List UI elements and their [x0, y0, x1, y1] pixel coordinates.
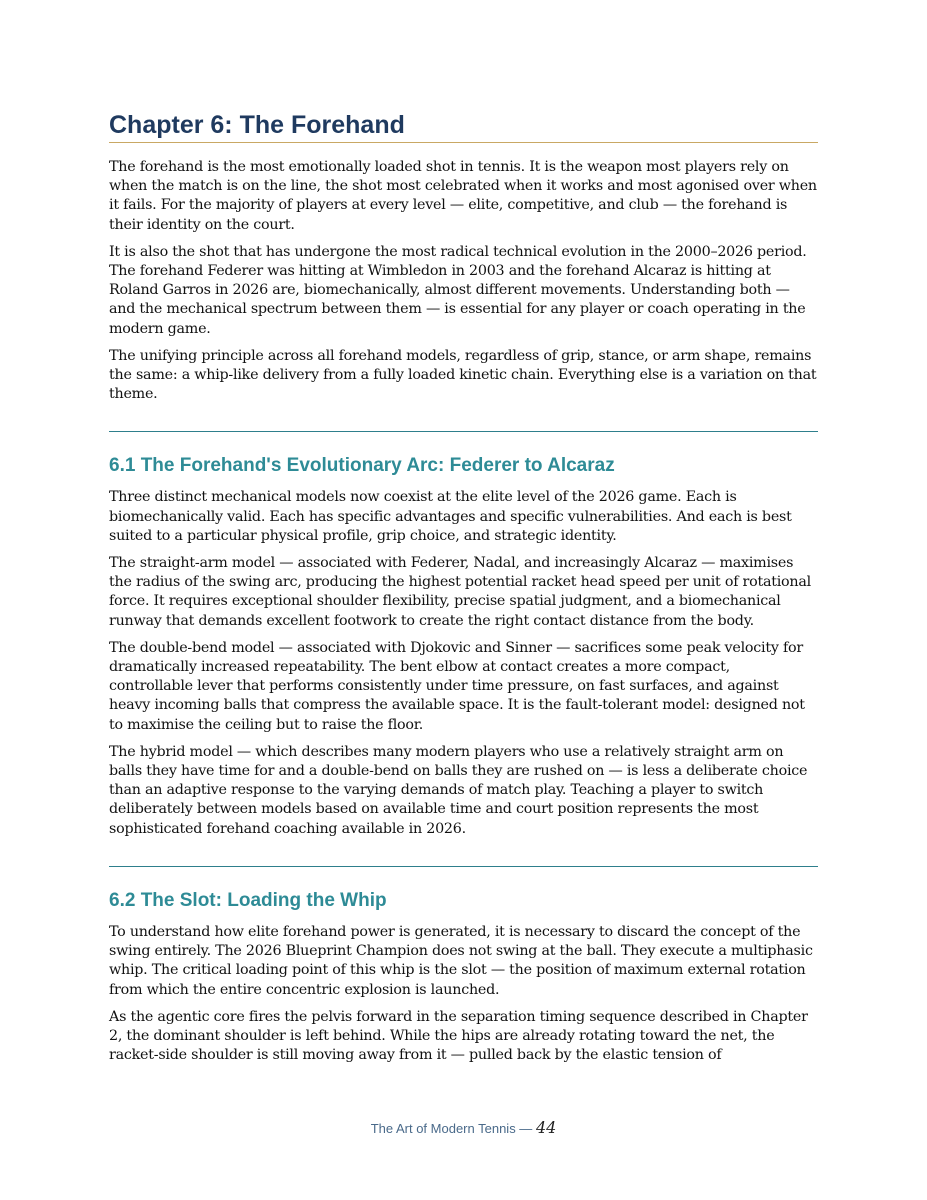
- chapter-paragraph: The unifying principle across all forehand models, regardless of grip, stance, or arm shape, remains the same: a whip-like delivery from a fully loaded kinetic chain. Everything else is a variation on that theme.: [109, 347, 817, 403]
- section-paragraph: As the agentic core fires the pelvis forward in the separation timing sequence described in Chapter 2, the dominant shoulder is left behind. While the hips are already rotating toward the net, the racket-side shoulder is still moving away from it — pulled back by the elastic tension of: [109, 1008, 808, 1064]
- section-paragraph: The hybrid model — which describes many modern players who use a relatively straight arm on balls they have time for and a double-bend on balls they are rushed on — is less a deliberate choice than an adaptive response to the varying demands of match play. Teaching a player to switch deliberately between models based on available time and court position represents the most sophisticated forehand coaching available in 2026.: [109, 743, 808, 837]
- chapter-paragraph: It is also the shot that has undergone the most radical technical evolution in the 2000–2026 period. The forehand Federer was hitting at Wimbledon in 2003 and the forehand Alcaraz is hitting at Roland Garros in 2026 are, biomechanically, almost different movements. Understanding both — and the mechanical spectrum between them — is essential for any player or coach operating in the modern game.: [109, 243, 807, 337]
- chapter-title: Chapter 6: The Forehand: [109, 110, 818, 143]
- section-title: 6.2 The Slot: Loading the Whip: [109, 889, 387, 911]
- footer-book-title: The Art of Modern Tennis —: [370, 1121, 533, 1136]
- section-divider: [109, 431, 818, 432]
- page-footer: [0, 1118, 927, 1137]
- section-paragraph: To understand how elite forehand power is generated, it is necessary to discard the concept of the swing entirely. The 2026 Blueprint Champion does not swing at the ball. They execute a multiphasic whip. The critical loading point of this whip is the slot — the position of maximum external rotation from which the entire concentric explosion is launched.: [109, 923, 813, 998]
- page-number: 44: [535, 1118, 557, 1137]
- section-paragraph: Three distinct mechanical models now coexist at the elite level of the 2026 game. Each is biomechanically valid. Each has specific advantages and specific vulnerabilities. And each is best suited to a particular physical profile, grip choice, and strategic identity.: [109, 489, 792, 544]
- section-divider: [109, 866, 818, 867]
- chapter-paragraph: The forehand is the most emotionally loaded shot in tennis. It is the weapon most players rely on when the match is on the line, the shot most celebrated when it works and most agonised over when it fails. For the majority of players at every level — elite, competitive, and club — the forehand is their identity on the court.: [109, 159, 817, 233]
- section-paragraph: The double-bend model — associated with Djokovic and Sinner — sacrifices some peak velocity for dramatically increased repeatability. The bent elbow at contact creates a more compact, controllable lever that performs consistently under time pressure, on fast surfaces, and against heavy incoming balls that compress the available space. It is the fault-tolerant model: designed not to maximise the ceiling but to raise the floor.: [109, 639, 805, 733]
- section-paragraph: The straight-arm model — associated with Federer, Nadal, and increasingly Alcaraz — maximises the radius of the swing arc, producing the highest potential racket head speed per unit of rotational force. It requires exceptional shoulder flexibility, precise spatial judgment, and a biomechanical runway that demands excellent footwork to create the right contact distance from the body.: [109, 555, 811, 629]
- section-title: 6.1 The Forehand's Evolutionary Arc: Federer to Alcaraz: [109, 455, 615, 477]
- page-content: [109, 110, 818, 1073]
